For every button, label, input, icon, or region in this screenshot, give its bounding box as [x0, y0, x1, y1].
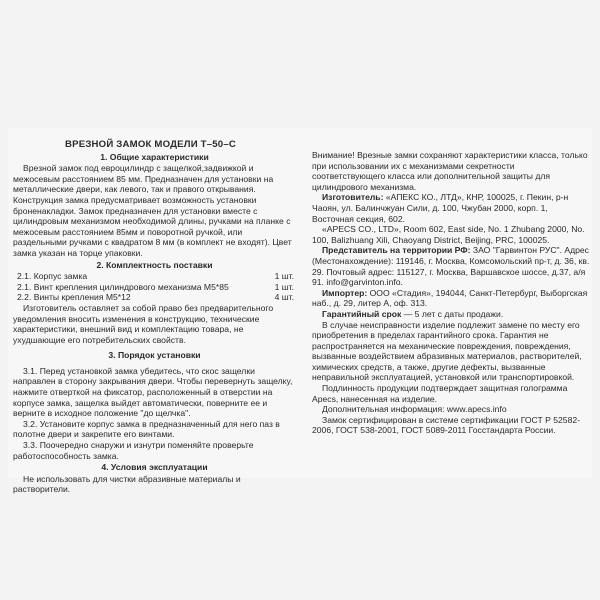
install-step-3: 3.3. Поочередно снаружи и изнутри поменяйте проверьте работоспособность замка. [13, 440, 254, 461]
section-3-heading: 3. Порядок установки [108, 350, 201, 361]
certification-text: Замок сертифицирован в системе сертификации ГОСТ Р 52582-2006, ГОСТ 538-2001, ГОСТ 5089-2011 Госстандарта России. [312, 414, 580, 436]
warranty-period: Гарантийный срок — 5 лет с даты продажи. [322, 308, 504, 319]
manufacturer-info: Изготовитель: «АПЕКС КО., ЛТД», КНР, 100025, г. Пекин, р-н Чаоян, ул. Балинчжуан Сили, д. 100, Чжубан 2000, корп. 1, Восточная секция, 602. [312, 192, 569, 224]
importer-info: Импортер: ООО «Стадия», 194044, Санкт-Петербург, Выборгская наб., д. 29, литер А, оф. 313. [312, 287, 588, 309]
section-1-heading: 1. Общие характеристики [100, 151, 209, 162]
left-column [13, 140, 296, 495]
list-item: 2.2. Винты крепления М5*12 4 шт. [17, 292, 294, 303]
install-step-2: 3.2. Установите корпус замка в предназначенный для него паз в полотне двери и закрепите его винтами. [13, 418, 280, 440]
document-title: ВРЕЗНОЙ ЗАМОК МОДЕЛИ Т–50–С [65, 139, 236, 150]
section-2-heading: 2. Комплектность поставки [96, 259, 213, 270]
right-column [312, 140, 590, 436]
manufacturer-note: Изготовитель оставляет за собой право без предварительного уведомления вносить изменения в конструкцию, технические характеристики, внешний вид и комплектацию товара, не ухудшающие его потребительских свойств. [13, 302, 274, 345]
usage-conditions-text: Не использовать для чистки абразивные материалы и растворители. [13, 473, 241, 495]
warning-text: Внимание! Врезные замки сохраняют характеристики класса, только при использовании их с механизмами секретности соответствующего класса или дополнительной защиты для цилиндрового механизма. [312, 150, 588, 192]
warranty-terms: В случае неисправности изделие подлежит замене по месту его приобретения в пределах гарантийного срока. Гарантия не распространяется на механические повреждения, повреждения, вызванные воздействием абразивных материалов, растворителей, химических средств, а также, другие дефекты, вызванные неправильной эксплуатацией, установкой или транспортировкой. [312, 319, 582, 383]
section-4-heading: 4. Условия эксплуатации [101, 462, 208, 473]
list-item: 2.1. Винт крепления цилиндрового механизма М5*85 1 шт. [17, 281, 294, 292]
manufacturer-info-en: «APECS CO., LTD», Room 602, East side, No. 1 Zhubang 2000, No. 100, Balizhuang Xili, Chaoyang District, Beijing, PRC, 100025. [312, 224, 585, 245]
list-item: 2.1. Корпус замка 1 шт. [17, 271, 294, 282]
additional-info: Дополнительная информация: www.apecs.info [322, 404, 507, 415]
authenticity-text: Подлинность продукции подтверждает защитная голограмма Apecs, нанесенная на изделие. [312, 383, 568, 404]
representative-info: Представитель на территории РФ: ЗАО "Гарвинтон РУС". Адрес (Местонахождение): 119146, г. Москва, Комсомольский пр-т, д. 36, кв. 29. Почтовый адрес: 115127, г. Москва, Варшавское шоссе, д.37, а/я 91. info@garvinton.info. [312, 245, 590, 288]
install-step-1: 3.1. Перед установкой замка убедитесь, что скос защелки направлен в сторону закрывания двери. Чтобы перевернуть защелку, нажмите отверткой на фиксатор, расположенный в отверстии на корпусе замка, защелка выйдет автоматически, поверните ее и верните в исходное положение "до щелчка". [13, 365, 293, 419]
general-characteristics-text: Врезной замок под евроцилиндр с защелкой,задвижкой и межосевым расстоянием 85 мм. Предназначен для установки на металлические двери, как левого, так и правого открывания. Конструкция замка предусматривает возможность установки броненакладки. Замок предназначен для установки вместе с цилиндровым механизмом необходимой длины, ручками на планке с межосевым расстоянием 85мм и поворотной ручкой, или раздельными ручками с квадратом 8 мм (в комплект не входят). Цвет замка указан на торце упаковки. [13, 163, 292, 258]
